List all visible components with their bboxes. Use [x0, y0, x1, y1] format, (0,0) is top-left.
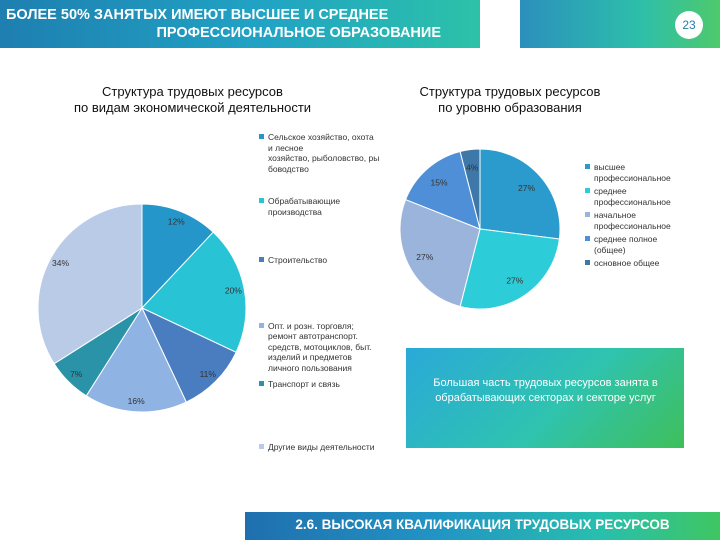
education-legend-label: высшее — [594, 162, 626, 172]
education-legend-swatch — [585, 260, 590, 265]
activity-legend-label: Сельское хозяйство, охота — [268, 132, 374, 142]
activity-legend-label: производства — [268, 206, 322, 217]
activity-data-label: 7% — [70, 368, 83, 379]
activity-legend-label: и лесное — [268, 142, 304, 153]
activity-legend-item — [259, 442, 387, 453]
activity-legend-label: личного пользования — [268, 362, 352, 373]
education-data-label: 15% — [430, 177, 448, 188]
activity-legend-item — [259, 379, 387, 390]
left-chart-title-line2: по видам экономической деятельности — [73, 100, 312, 115]
education-legend-swatch — [585, 212, 590, 217]
education-legend-item — [585, 234, 690, 255]
activity-legend-label: боводство — [268, 163, 309, 174]
activity-legend-label: Опт. и розн. торговля; — [268, 320, 354, 331]
education-data-label: 27% — [506, 275, 524, 286]
education-legend-item — [585, 210, 690, 231]
activity-legend-swatch — [259, 257, 264, 262]
activity-legend-label: Другие виды деятельности — [268, 441, 375, 452]
right-chart-title-line1: Структура трудовых ресурсов — [419, 84, 601, 99]
education-data-label: 27% — [517, 182, 536, 193]
activity-legend-item — [259, 132, 387, 174]
activity-legend-label: Транспорт и связь — [268, 379, 340, 389]
education-legend-swatch — [585, 236, 590, 241]
activity-data-label: 11% — [199, 368, 216, 379]
activity-legend-swatch — [259, 444, 264, 449]
education-data-label: 27% — [416, 252, 434, 263]
activity-legend-swatch — [259, 134, 264, 139]
economic-activity-legend — [259, 132, 387, 452]
activity-legend-item — [259, 255, 387, 266]
slide-number-badge: 23 — [675, 11, 703, 39]
education-legend-label: профессиональное — [594, 196, 671, 207]
activity-data-label: 16% — [127, 395, 145, 406]
activity-legend-swatch — [259, 198, 264, 203]
education-slice — [480, 149, 560, 239]
education-legend-swatch — [585, 188, 590, 193]
education-legend-label: основное общее — [594, 258, 660, 268]
slide-title-line2: ПРОФЕССИОНАЛЬНОЕ ОБРАЗОВАНИЕ — [156, 25, 441, 41]
activity-legend-swatch — [259, 381, 264, 386]
education-legend-label: профессиональное — [594, 220, 671, 231]
education-legend-label: среднее — [594, 186, 627, 196]
education-legend-label: профессиональное — [594, 172, 671, 183]
activity-legend-label: ремонт автотранспорт. — [268, 331, 358, 341]
left-chart-title-line1: Структура трудовых ресурсов — [102, 84, 283, 99]
activity-data-label: 34% — [51, 258, 70, 269]
activity-legend-label: Обрабатывающие — [268, 196, 341, 206]
activity-legend-label: изделий и предметов — [268, 352, 352, 362]
activity-legend-item — [259, 321, 387, 374]
education-legend — [585, 162, 690, 269]
activity-legend-label: Строительство — [268, 255, 328, 265]
education-legend-label: (общее) — [594, 244, 626, 255]
education-data-label: 4% — [466, 162, 479, 173]
activity-data-label: 12% — [167, 216, 185, 227]
education-legend-label: начальное — [594, 210, 636, 220]
right-chart-title-line2: по уровню образования — [438, 100, 582, 115]
education-legend-item — [585, 186, 690, 207]
info-callout-text: Большая часть трудовых ресурсов занята в обрабатывающих секторах и секторе услуг — [433, 377, 658, 404]
activity-legend-item — [259, 196, 387, 217]
activity-legend-label: средств, мотоциклов, быт. — [268, 341, 372, 352]
activity-legend-label: хозяйство, рыболовство, ры — [268, 153, 380, 163]
activity-data-label: 20% — [224, 285, 242, 296]
education-legend-item — [585, 258, 690, 269]
education-legend-label: среднее полное — [594, 234, 658, 244]
slide-title-line1: БОЛЕЕ 50% ЗАНЯТЫХ ИМЕЮТ ВЫСШЕЕ И СРЕДНЕЕ — [6, 7, 389, 23]
activity-legend-swatch — [259, 323, 264, 328]
education-legend-item — [585, 162, 690, 183]
education-legend-swatch — [585, 164, 590, 169]
footer-title: 2.6. ВЫСОКАЯ КВАЛИФИКАЦИЯ ТРУДОВЫХ РЕСУРСОВ — [295, 517, 670, 532]
